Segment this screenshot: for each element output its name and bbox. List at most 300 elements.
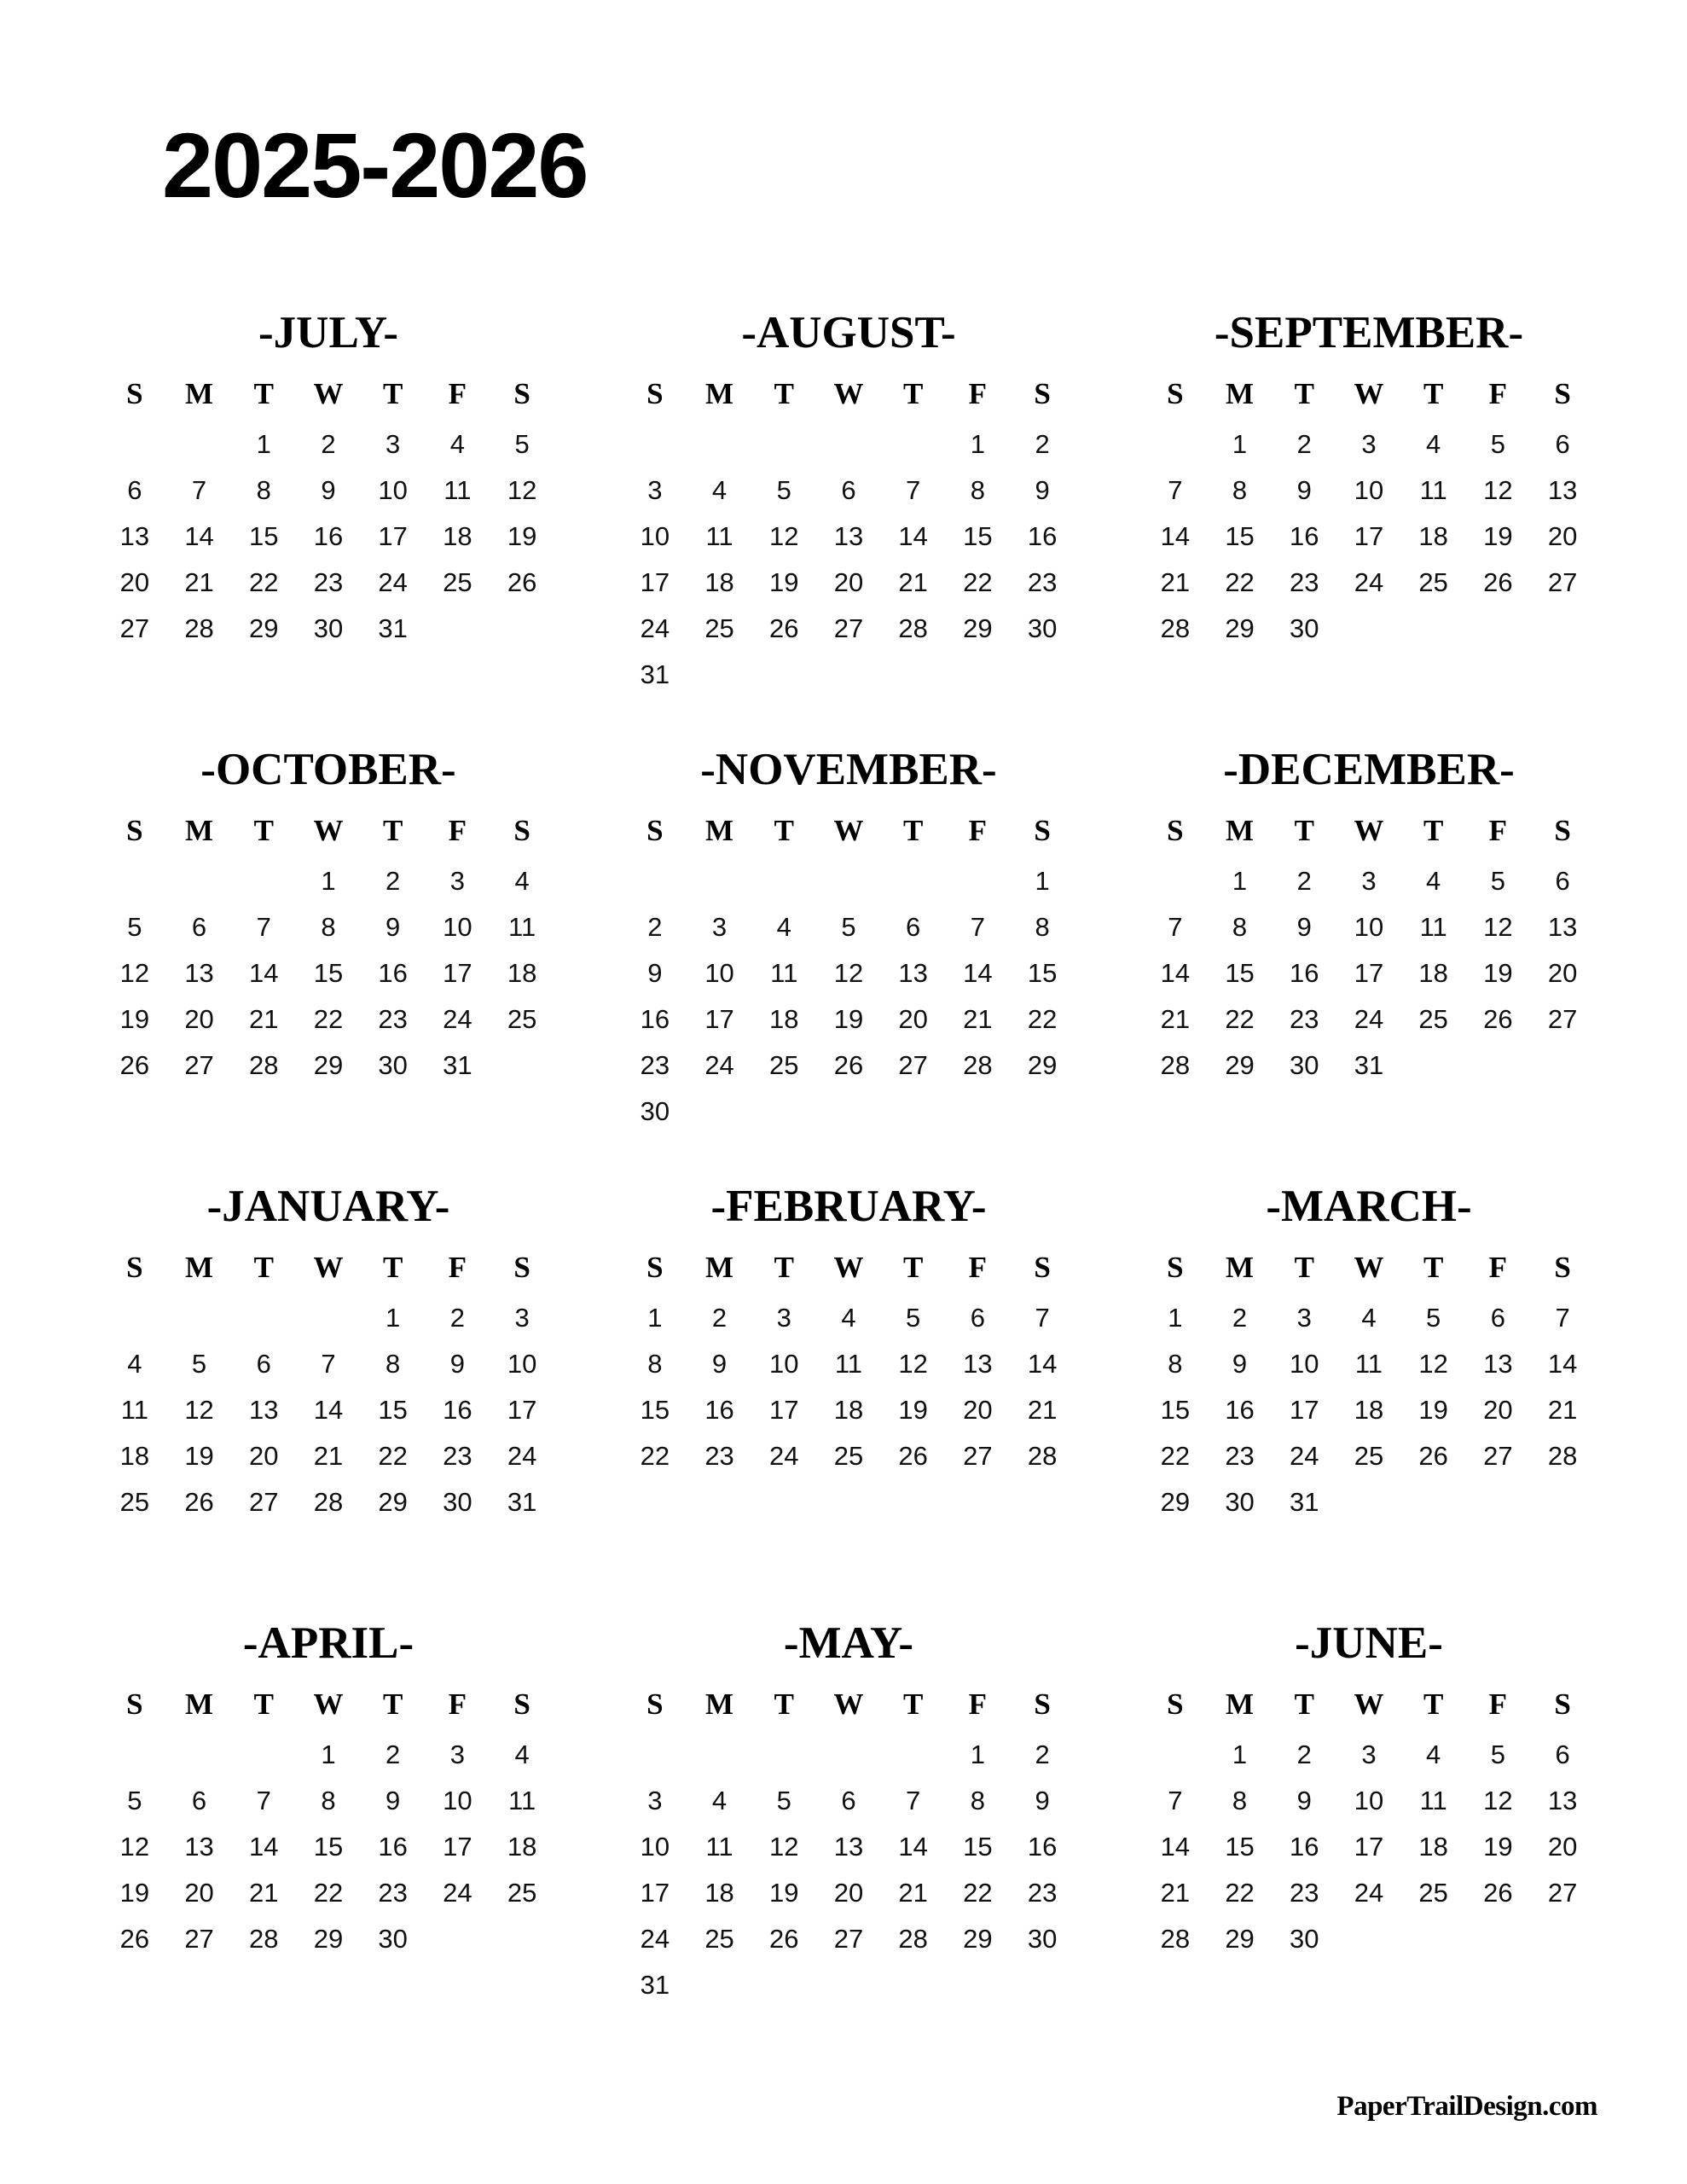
day-cell[interactable]: 4: [1361, 1303, 1377, 1333]
day-cell[interactable]: 13: [1547, 1786, 1578, 1815]
day-cell[interactable]: 17: [1354, 958, 1384, 988]
day-cell[interactable]: 8: [1232, 475, 1248, 505]
day-cell[interactable]: 25: [833, 1441, 864, 1471]
day-cell[interactable]: 23: [443, 1441, 472, 1471]
day-cell[interactable]: 8: [1035, 912, 1050, 942]
day-cell[interactable]: 29: [1160, 1487, 1191, 1517]
day-cell[interactable]: 14: [963, 958, 993, 988]
day-cell[interactable]: 24: [443, 1004, 472, 1034]
day-cell[interactable]: 18: [443, 521, 472, 551]
day-cell[interactable]: 24: [640, 613, 670, 643]
day-cell[interactable]: 6: [191, 912, 207, 942]
day-cell[interactable]: 11: [705, 521, 733, 551]
day-cell[interactable]: 8: [1232, 912, 1248, 942]
day-cell[interactable]: 29: [1027, 1050, 1058, 1080]
day-cell[interactable]: 17: [1354, 1832, 1384, 1862]
day-cell[interactable]: 26: [898, 1441, 928, 1471]
day-cell[interactable]: 17: [1290, 1395, 1319, 1425]
day-cell[interactable]: 6: [906, 912, 921, 942]
day-cell[interactable]: 17: [1354, 521, 1384, 551]
day-cell[interactable]: 20: [963, 1395, 993, 1425]
day-cell[interactable]: 5: [1490, 429, 1505, 459]
day-cell[interactable]: 1: [256, 429, 271, 459]
day-cell[interactable]: 22: [1225, 567, 1255, 597]
day-cell[interactable]: 13: [833, 1832, 864, 1862]
day-cell[interactable]: 19: [1418, 1395, 1448, 1425]
day-cell[interactable]: 13: [833, 521, 864, 551]
day-cell[interactable]: 20: [833, 1878, 864, 1908]
day-cell[interactable]: 14: [1160, 521, 1191, 551]
day-cell[interactable]: 25: [443, 567, 472, 597]
day-cell[interactable]: 10: [640, 521, 670, 551]
day-cell[interactable]: 20: [898, 1004, 928, 1034]
day-cell[interactable]: 26: [119, 1924, 150, 1954]
day-cell[interactable]: 23: [313, 567, 344, 597]
day-cell[interactable]: 22: [1027, 1004, 1058, 1034]
day-cell[interactable]: 29: [1225, 613, 1255, 643]
day-cell[interactable]: 12: [898, 1349, 928, 1379]
day-cell[interactable]: 5: [127, 912, 142, 942]
day-cell[interactable]: 18: [1418, 521, 1448, 551]
day-cell[interactable]: 22: [640, 1441, 670, 1471]
day-cell[interactable]: 8: [256, 475, 271, 505]
day-cell[interactable]: 9: [449, 1349, 465, 1379]
day-cell[interactable]: 15: [1225, 521, 1255, 551]
day-cell[interactable]: 24: [507, 1441, 537, 1471]
day-cell[interactable]: 16: [1290, 958, 1319, 988]
day-cell[interactable]: 11: [705, 1832, 733, 1862]
day-cell[interactable]: 16: [1027, 521, 1058, 551]
day-cell[interactable]: 30: [1290, 1050, 1319, 1080]
day-cell[interactable]: 28: [963, 1050, 993, 1080]
day-cell[interactable]: 30: [1225, 1487, 1255, 1517]
day-cell[interactable]: 28: [249, 1050, 279, 1080]
day-cell[interactable]: 7: [906, 1786, 921, 1815]
day-cell[interactable]: 3: [711, 912, 728, 942]
day-cell[interactable]: 22: [1160, 1441, 1191, 1471]
day-cell[interactable]: 7: [256, 1786, 271, 1815]
day-cell[interactable]: 7: [321, 1349, 336, 1379]
day-cell[interactable]: 3: [647, 475, 663, 505]
day-cell[interactable]: 10: [769, 1349, 799, 1379]
day-cell[interactable]: 27: [1547, 567, 1578, 597]
day-cell[interactable]: 14: [249, 958, 279, 988]
day-cell[interactable]: 14: [898, 521, 928, 551]
day-cell[interactable]: 9: [386, 1786, 401, 1815]
day-cell[interactable]: 13: [249, 1395, 279, 1425]
day-cell[interactable]: 31: [378, 613, 408, 643]
day-cell[interactable]: 1: [321, 866, 336, 896]
day-cell[interactable]: 16: [1290, 1832, 1319, 1862]
day-cell[interactable]: 30: [1027, 613, 1058, 643]
day-cell[interactable]: 21: [898, 1878, 928, 1908]
day-cell[interactable]: 5: [906, 1303, 921, 1333]
day-cell[interactable]: 22: [313, 1878, 344, 1908]
day-cell[interactable]: 15: [313, 1832, 344, 1862]
day-cell[interactable]: 21: [898, 567, 928, 597]
day-cell[interactable]: 26: [1483, 567, 1513, 597]
day-cell[interactable]: 13: [963, 1349, 993, 1379]
day-cell[interactable]: 9: [386, 912, 401, 942]
day-cell[interactable]: 13: [1547, 912, 1578, 942]
day-cell[interactable]: 21: [249, 1004, 279, 1034]
day-cell[interactable]: 23: [1290, 1878, 1319, 1908]
day-cell[interactable]: 16: [443, 1395, 472, 1425]
day-cell[interactable]: 29: [963, 1924, 993, 1954]
day-cell[interactable]: 27: [1547, 1004, 1578, 1034]
day-cell[interactable]: 2: [1296, 866, 1312, 896]
day-cell[interactable]: 7: [970, 912, 985, 942]
day-cell[interactable]: 21: [313, 1441, 344, 1471]
day-cell[interactable]: 6: [256, 1349, 271, 1379]
day-cell[interactable]: 18: [704, 1878, 734, 1908]
day-cell[interactable]: 10: [1354, 475, 1384, 505]
day-cell[interactable]: 19: [769, 1878, 799, 1908]
day-cell[interactable]: 10: [507, 1349, 537, 1379]
day-cell[interactable]: 17: [704, 1004, 734, 1034]
day-cell[interactable]: 20: [1483, 1395, 1513, 1425]
day-cell[interactable]: 8: [321, 1786, 336, 1815]
day-cell[interactable]: 14: [184, 521, 214, 551]
day-cell[interactable]: 25: [769, 1050, 799, 1080]
day-cell[interactable]: 4: [1426, 429, 1441, 459]
day-cell[interactable]: 27: [898, 1050, 928, 1080]
day-cell[interactable]: 3: [1361, 429, 1377, 459]
day-cell[interactable]: 1: [1232, 866, 1248, 896]
day-cell[interactable]: 4: [776, 912, 791, 942]
day-cell[interactable]: 6: [841, 475, 856, 505]
day-cell[interactable]: 24: [1354, 1878, 1384, 1908]
day-cell[interactable]: 27: [963, 1441, 993, 1471]
day-cell[interactable]: 28: [1160, 613, 1191, 643]
day-cell[interactable]: 13: [898, 958, 928, 988]
day-cell[interactable]: 24: [1290, 1441, 1319, 1471]
day-cell[interactable]: 28: [313, 1487, 344, 1517]
day-cell[interactable]: 12: [1418, 1349, 1448, 1379]
day-cell[interactable]: 2: [1296, 429, 1312, 459]
day-cell[interactable]: 9: [1232, 1349, 1248, 1379]
day-cell[interactable]: 3: [514, 1303, 530, 1333]
day-cell[interactable]: 28: [184, 613, 214, 643]
day-cell[interactable]: 14: [1027, 1349, 1058, 1379]
day-cell[interactable]: 20: [184, 1004, 214, 1034]
day-cell[interactable]: 19: [119, 1004, 150, 1034]
day-cell[interactable]: 31: [640, 1970, 670, 2000]
day-cell[interactable]: 4: [449, 429, 465, 459]
day-cell[interactable]: 26: [507, 567, 537, 597]
day-cell[interactable]: 25: [507, 1004, 537, 1034]
day-cell[interactable]: 1: [1232, 1740, 1248, 1769]
day-cell[interactable]: 2: [1232, 1303, 1248, 1333]
day-cell[interactable]: 22: [1225, 1004, 1255, 1034]
day-cell[interactable]: 14: [249, 1832, 279, 1862]
day-cell[interactable]: 2: [386, 866, 401, 896]
day-cell[interactable]: 4: [514, 1740, 530, 1769]
day-cell[interactable]: 12: [119, 1832, 150, 1862]
day-cell[interactable]: 7: [256, 912, 271, 942]
day-cell[interactable]: 11: [508, 1786, 536, 1815]
day-cell[interactable]: 12: [507, 475, 537, 505]
day-cell[interactable]: 21: [1160, 567, 1191, 597]
day-cell[interactable]: 27: [184, 1924, 214, 1954]
day-cell[interactable]: 23: [378, 1004, 408, 1034]
day-cell[interactable]: 1: [970, 429, 985, 459]
day-cell[interactable]: 3: [647, 1786, 663, 1815]
day-cell[interactable]: 14: [313, 1395, 344, 1425]
day-cell[interactable]: 15: [1160, 1395, 1191, 1425]
day-cell[interactable]: 18: [1418, 1832, 1448, 1862]
day-cell[interactable]: 3: [386, 429, 401, 459]
day-cell[interactable]: 19: [507, 521, 537, 551]
day-cell[interactable]: 11: [770, 958, 798, 988]
day-cell[interactable]: 5: [1426, 1303, 1441, 1333]
day-cell[interactable]: 11: [834, 1349, 863, 1379]
day-cell[interactable]: 12: [1483, 475, 1513, 505]
day-cell[interactable]: 27: [119, 613, 150, 643]
day-cell[interactable]: 2: [1296, 1740, 1312, 1769]
day-cell[interactable]: 19: [1483, 521, 1513, 551]
day-cell[interactable]: 2: [1035, 1740, 1050, 1769]
day-cell[interactable]: 6: [1555, 1740, 1570, 1769]
day-cell[interactable]: 30: [1027, 1924, 1058, 1954]
day-cell[interactable]: 30: [378, 1924, 408, 1954]
day-cell[interactable]: 27: [1483, 1441, 1513, 1471]
day-cell[interactable]: 29: [249, 613, 279, 643]
day-cell[interactable]: 11: [508, 912, 536, 942]
day-cell[interactable]: 11: [1419, 1786, 1447, 1815]
day-cell[interactable]: 24: [443, 1878, 472, 1908]
day-cell[interactable]: 1: [647, 1303, 663, 1333]
day-cell[interactable]: 19: [833, 1004, 864, 1034]
day-cell[interactable]: 23: [1225, 1441, 1255, 1471]
day-cell[interactable]: 29: [378, 1487, 408, 1517]
day-cell[interactable]: 31: [640, 659, 670, 689]
day-cell[interactable]: 18: [1354, 1395, 1384, 1425]
day-cell[interactable]: 25: [704, 1924, 734, 1954]
day-cell[interactable]: 6: [127, 475, 142, 505]
day-cell[interactable]: 18: [119, 1441, 150, 1471]
day-cell[interactable]: 17: [443, 958, 472, 988]
day-cell[interactable]: 11: [443, 475, 472, 505]
day-cell[interactable]: 9: [647, 958, 663, 988]
day-cell[interactable]: 10: [704, 958, 734, 988]
day-cell[interactable]: 31: [1290, 1487, 1319, 1517]
day-cell[interactable]: 22: [313, 1004, 344, 1034]
day-cell[interactable]: 6: [1555, 866, 1570, 896]
day-cell[interactable]: 17: [507, 1395, 537, 1425]
day-cell[interactable]: 10: [443, 912, 472, 942]
day-cell[interactable]: 5: [127, 1786, 142, 1815]
day-cell[interactable]: 24: [640, 1924, 670, 1954]
day-cell[interactable]: 10: [640, 1832, 670, 1862]
day-cell[interactable]: 12: [184, 1395, 214, 1425]
day-cell[interactable]: 23: [378, 1878, 408, 1908]
day-cell[interactable]: 18: [769, 1004, 799, 1034]
day-cell[interactable]: 26: [184, 1487, 214, 1517]
day-cell[interactable]: 5: [776, 1786, 791, 1815]
day-cell[interactable]: 1: [321, 1740, 336, 1769]
day-cell[interactable]: 10: [443, 1786, 472, 1815]
day-cell[interactable]: 15: [249, 521, 279, 551]
day-cell[interactable]: 15: [378, 1395, 408, 1425]
day-cell[interactable]: 21: [1160, 1004, 1191, 1034]
day-cell[interactable]: 17: [443, 1832, 472, 1862]
day-cell[interactable]: 3: [1296, 1303, 1312, 1333]
day-cell[interactable]: 4: [711, 1786, 728, 1815]
day-cell[interactable]: 23: [1290, 567, 1319, 597]
day-cell[interactable]: 7: [1168, 1786, 1183, 1815]
day-cell[interactable]: 9: [321, 475, 336, 505]
day-cell[interactable]: 26: [769, 613, 799, 643]
day-cell[interactable]: 30: [640, 1096, 670, 1126]
day-cell[interactable]: 19: [1483, 958, 1513, 988]
day-cell[interactable]: 15: [313, 958, 344, 988]
day-cell[interactable]: 10: [1354, 912, 1384, 942]
day-cell[interactable]: 17: [640, 1878, 670, 1908]
day-cell[interactable]: 26: [1483, 1004, 1513, 1034]
day-cell[interactable]: 24: [704, 1050, 734, 1080]
day-cell[interactable]: 7: [1555, 1303, 1570, 1333]
day-cell[interactable]: 16: [704, 1395, 734, 1425]
day-cell[interactable]: 26: [769, 1924, 799, 1954]
day-cell[interactable]: 22: [249, 567, 279, 597]
day-cell[interactable]: 30: [443, 1487, 472, 1517]
day-cell[interactable]: 10: [1290, 1349, 1319, 1379]
day-cell[interactable]: 11: [1419, 912, 1447, 942]
day-cell[interactable]: 25: [119, 1487, 150, 1517]
day-cell[interactable]: 4: [514, 866, 530, 896]
day-cell[interactable]: 18: [507, 958, 537, 988]
day-cell[interactable]: 10: [378, 475, 408, 505]
day-cell[interactable]: 15: [963, 521, 993, 551]
day-cell[interactable]: 25: [507, 1878, 537, 1908]
day-cell[interactable]: 18: [833, 1395, 864, 1425]
day-cell[interactable]: 28: [1160, 1924, 1191, 1954]
day-cell[interactable]: 24: [1354, 567, 1384, 597]
day-cell[interactable]: 25: [1418, 1878, 1448, 1908]
day-cell[interactable]: 1: [1168, 1303, 1183, 1333]
day-cell[interactable]: 8: [970, 475, 985, 505]
day-cell[interactable]: 22: [963, 1878, 993, 1908]
day-cell[interactable]: 12: [1483, 912, 1513, 942]
day-cell[interactable]: 4: [1426, 866, 1441, 896]
day-cell[interactable]: 8: [321, 912, 336, 942]
day-cell[interactable]: 19: [769, 567, 799, 597]
day-cell[interactable]: 12: [769, 1832, 799, 1862]
day-cell[interactable]: 13: [1483, 1349, 1513, 1379]
day-cell[interactable]: 19: [898, 1395, 928, 1425]
day-cell[interactable]: 9: [1035, 1786, 1050, 1815]
day-cell[interactable]: 24: [769, 1441, 799, 1471]
day-cell[interactable]: 3: [1361, 866, 1377, 896]
day-cell[interactable]: 6: [1490, 1303, 1505, 1333]
day-cell[interactable]: 23: [704, 1441, 734, 1471]
day-cell[interactable]: 21: [1160, 1878, 1191, 1908]
day-cell[interactable]: 25: [1418, 567, 1448, 597]
day-cell[interactable]: 28: [1160, 1050, 1191, 1080]
day-cell[interactable]: 31: [507, 1487, 537, 1517]
day-cell[interactable]: 14: [898, 1832, 928, 1862]
day-cell[interactable]: 21: [963, 1004, 993, 1034]
day-cell[interactable]: 4: [711, 475, 728, 505]
day-cell[interactable]: 2: [321, 429, 336, 459]
day-cell[interactable]: 23: [1027, 567, 1058, 597]
day-cell[interactable]: 27: [184, 1050, 214, 1080]
day-cell[interactable]: 30: [1290, 613, 1319, 643]
day-cell[interactable]: 20: [184, 1878, 214, 1908]
day-cell[interactable]: 18: [507, 1832, 537, 1862]
day-cell[interactable]: 3: [776, 1303, 791, 1333]
day-cell[interactable]: 31: [1354, 1050, 1384, 1080]
day-cell[interactable]: 21: [1027, 1395, 1058, 1425]
day-cell[interactable]: 8: [386, 1349, 401, 1379]
day-cell[interactable]: 30: [1290, 1924, 1319, 1954]
day-cell[interactable]: 3: [1361, 1740, 1377, 1769]
day-cell[interactable]: 11: [1354, 1349, 1383, 1379]
day-cell[interactable]: 19: [119, 1878, 150, 1908]
day-cell[interactable]: 28: [898, 1924, 928, 1954]
day-cell[interactable]: 25: [1354, 1441, 1384, 1471]
day-cell[interactable]: 1: [386, 1303, 401, 1333]
day-cell[interactable]: 12: [833, 958, 864, 988]
day-cell[interactable]: 24: [378, 567, 408, 597]
day-cell[interactable]: 15: [640, 1395, 670, 1425]
day-cell[interactable]: 17: [378, 521, 408, 551]
day-cell[interactable]: 16: [640, 1004, 670, 1034]
day-cell[interactable]: 11: [1419, 475, 1447, 505]
day-cell[interactable]: 15: [1027, 958, 1058, 988]
day-cell[interactable]: 16: [378, 958, 408, 988]
day-cell[interactable]: 7: [1168, 475, 1183, 505]
day-cell[interactable]: 25: [1418, 1004, 1448, 1034]
day-cell[interactable]: 2: [449, 1303, 465, 1333]
day-cell[interactable]: 14: [1160, 958, 1191, 988]
day-cell[interactable]: 25: [704, 613, 734, 643]
day-cell[interactable]: 28: [898, 613, 928, 643]
day-cell[interactable]: 26: [1418, 1441, 1448, 1471]
day-cell[interactable]: 30: [313, 613, 344, 643]
day-cell[interactable]: 3: [449, 1740, 465, 1769]
day-cell[interactable]: 11: [120, 1395, 148, 1425]
day-cell[interactable]: 6: [191, 1786, 207, 1815]
day-cell[interactable]: 2: [711, 1303, 728, 1333]
day-cell[interactable]: 5: [776, 475, 791, 505]
day-cell[interactable]: 21: [184, 567, 214, 597]
day-cell[interactable]: 7: [1168, 912, 1183, 942]
day-cell[interactable]: 27: [1547, 1878, 1578, 1908]
day-cell[interactable]: 19: [1483, 1832, 1513, 1862]
day-cell[interactable]: 2: [386, 1740, 401, 1769]
day-cell[interactable]: 29: [313, 1050, 344, 1080]
day-cell[interactable]: 2: [647, 912, 663, 942]
day-cell[interactable]: 28: [1547, 1441, 1578, 1471]
day-cell[interactable]: 20: [1547, 1832, 1578, 1862]
day-cell[interactable]: 28: [1027, 1441, 1058, 1471]
day-cell[interactable]: 10: [1354, 1786, 1384, 1815]
day-cell[interactable]: 13: [1547, 475, 1578, 505]
day-cell[interactable]: 21: [1547, 1395, 1578, 1425]
day-cell[interactable]: 27: [833, 1924, 864, 1954]
day-cell[interactable]: 4: [127, 1349, 142, 1379]
day-cell[interactable]: 23: [640, 1050, 670, 1080]
day-cell[interactable]: 9: [1296, 912, 1312, 942]
day-cell[interactable]: 3: [449, 866, 465, 896]
day-cell[interactable]: 17: [640, 567, 670, 597]
day-cell[interactable]: 6: [970, 1303, 985, 1333]
day-cell[interactable]: 5: [1490, 866, 1505, 896]
day-cell[interactable]: 29: [963, 613, 993, 643]
day-cell[interactable]: 1: [1232, 429, 1248, 459]
